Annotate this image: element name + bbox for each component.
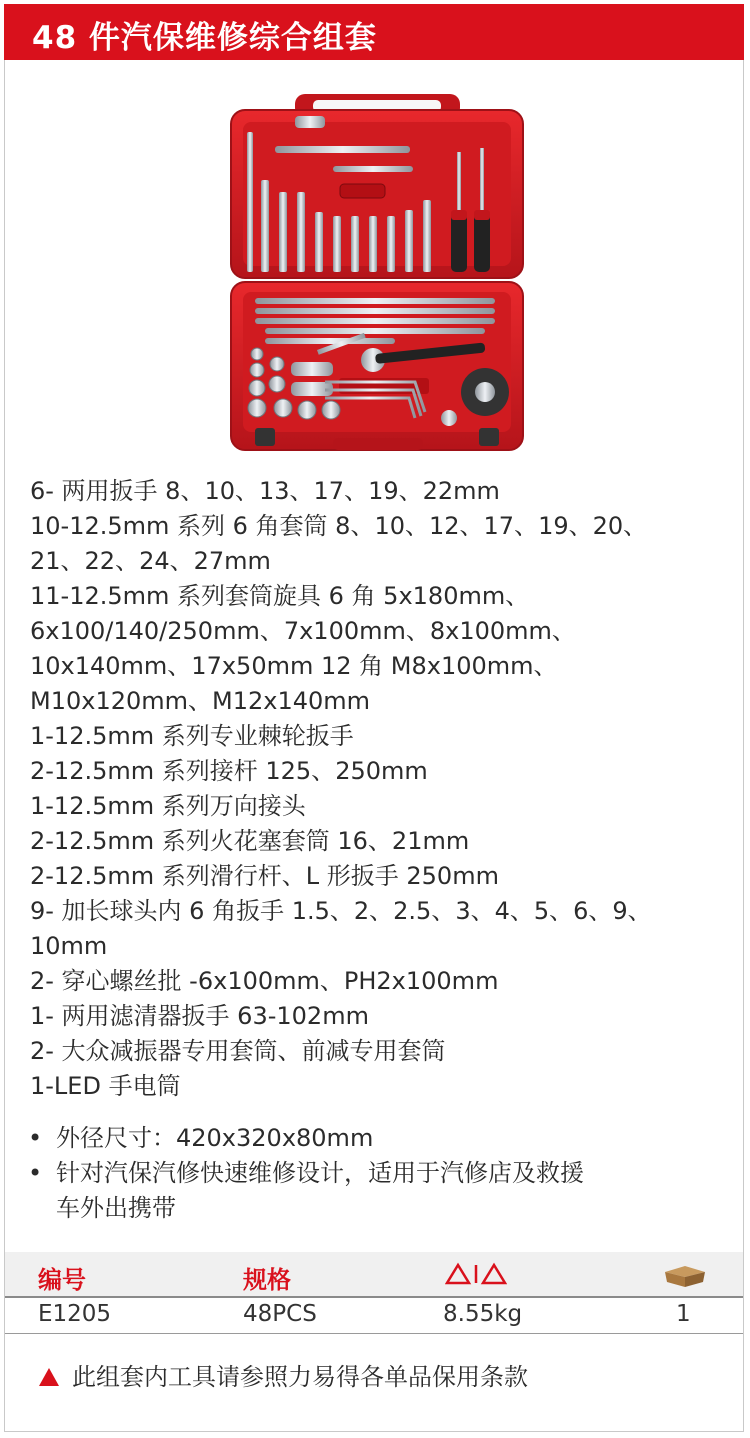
spec-line: 21、22、24、27mm [30,547,271,575]
spec-line: M10x120mm、M12x140mm [30,687,371,715]
bullet-dot-icon: • [28,1159,43,1187]
cell-spec: 48PCS [243,1301,317,1327]
spec-line: 10x140mm、17x50mm 12 角 M8x100mm、 [30,652,558,680]
note-text: 此组套内工具请参照力易得各单品保用条款 [72,1363,528,1391]
title-bar [4,4,744,60]
page-title: 48 件汽保维修综合组套 [32,20,377,56]
cell-weight: 8.55kg [443,1301,523,1327]
header-code: 编号 [38,1266,86,1294]
spec-line: 2- 大众减振器专用套筒、前减专用套筒 [30,1037,446,1065]
feature-item [28,1121,728,1156]
warning-triangle-icon [38,1367,60,1387]
spec-line: 1-12.5mm 系列专业棘轮扳手 [30,722,354,750]
spec-line: 2-12.5mm 系列接杆 125、250mm [30,757,428,785]
spec-line: 10mm [30,932,108,960]
spec-line: 1-LED 手电筒 [30,1072,181,1100]
cell-qty: 1 [676,1301,691,1327]
table-row [5,1298,743,1334]
carton-box-icon [661,1264,709,1288]
tool-case-image [225,92,530,458]
spec-list [30,474,730,1104]
spec-line: 1- 两用滤清器扳手 63-102mm [30,1002,369,1030]
warranty-note [38,1357,528,1392]
spec-table-header [5,1252,743,1298]
spec-line: 2- 穿心螺丝批 -6x100mm、PH2x100mm [30,967,499,995]
feature-line: 外径尺寸：420x320x80mm [56,1124,374,1152]
bullet-dot-icon: • [28,1124,43,1152]
spec-line: 6x100/140/250mm、7x100mm、8x100mm、 [30,617,576,645]
spec-line: 2-12.5mm 系列火花塞套筒 16、21mm [30,827,470,855]
feature-item [28,1156,728,1226]
cell-code: E1205 [38,1301,112,1327]
spec-line: 2-12.5mm 系列滑行杆、L 形扳手 250mm [30,862,499,890]
feature-list [28,1121,728,1226]
weight-icon [445,1262,507,1286]
spec-line: 11-12.5mm 系列套筒旋具 6 角 5x180mm、 [30,582,530,610]
feature-line: 针对汽保汽修快速维修设计，适用于汽修店及救援 [56,1159,584,1187]
header-spec: 规格 [243,1266,291,1294]
spec-line: 10-12.5mm 系列 6 角套筒 8、10、12、17、19、20、 [30,512,648,540]
spec-line: 6- 两用扳手 8、10、13、17、19、22mm [30,477,500,505]
spec-line: 1-12.5mm 系列万向接头 [30,792,306,820]
spec-line: 9- 加长球头内 6 角扳手 1.5、2、2.5、3、4、5、6、9、 [30,897,652,925]
feature-line: 车外出携带 [56,1194,176,1222]
